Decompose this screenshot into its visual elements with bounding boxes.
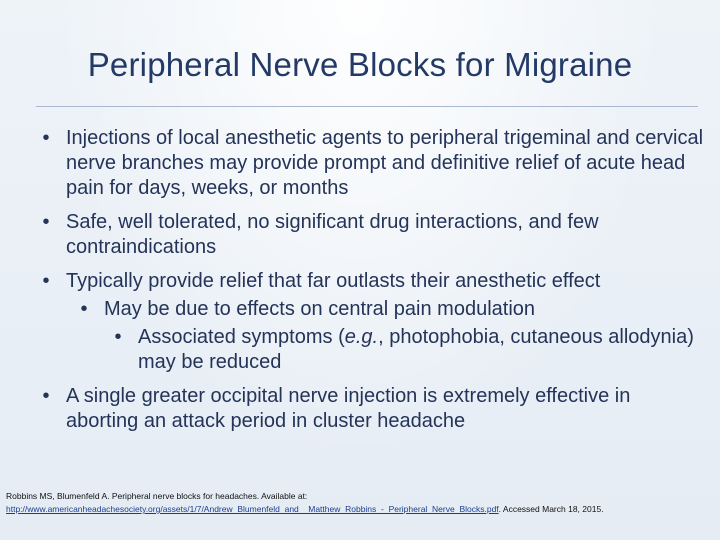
footnote — [6, 490, 706, 516]
slide-title: Peripheral Nerve Blocks for Migraine — [87, 46, 633, 83]
bullet-text-segment: Injections of local anesthetic agents to peripheral trigeminal and cervical nerve branches may provide prompt and definitive relief of acute head pain for days, weeks, or months — [66, 127, 704, 199]
bullet-item-level-1 — [24, 126, 704, 201]
bullet-text — [66, 126, 704, 201]
bullet-italic-text: e.g. — [344, 326, 379, 348]
bullet-text — [104, 297, 704, 322]
bullet-item-level-2 — [24, 297, 704, 322]
bullet-list — [24, 126, 704, 443]
bullet-text — [66, 210, 704, 260]
bullet-item-level-1 — [24, 384, 704, 434]
footnote-link[interactable]: http://www.americanheadachesociety.org/assets/1/7/Andrew_Blumenfeld_and__Matthew_Robbins_-_Peripheral_Nerve_Blocks.pdf — [6, 504, 499, 514]
bullet-text-segment: Associated symptoms ( — [138, 326, 345, 348]
bullet-text — [66, 384, 704, 434]
bullet-text-segment: Safe, well tolerated, no significant drug interactions, and few contraindications — [66, 211, 599, 258]
title-divider — [36, 106, 698, 107]
bullet-text — [138, 325, 704, 375]
bullet-marker: • — [114, 326, 122, 348]
bullet-item-level-3 — [24, 325, 704, 375]
bullet-text — [66, 269, 704, 294]
footnote-accessed: . Accessed March 18, 2015. — [498, 504, 604, 514]
bullet-marker: • — [42, 270, 50, 292]
bullet-text-segment: Typically provide relief that far outlasts their anesthetic effect — [66, 270, 601, 292]
bullet-text-segment: A single greater occipital nerve injection is extremely effective in aborting an attack period in cluster headache — [66, 385, 631, 432]
bullet-marker: • — [80, 298, 88, 320]
footnote-reference-line — [6, 503, 706, 516]
bullet-item-level-1 — [24, 210, 704, 260]
bullet-text-segment: May be due to effects on central pain modulation — [104, 298, 536, 320]
bullet-marker: • — [42, 127, 50, 149]
footnote-citation: Robbins MS, Blumenfeld A. Peripheral nerve blocks for headaches. Available at: — [6, 491, 308, 501]
bullet-text-segment: , photophobia, cutaneous allodynia) may be reduced — [138, 326, 694, 373]
bullet-marker: • — [42, 385, 50, 407]
bullet-marker: • — [42, 211, 50, 233]
bullet-item-level-1 — [24, 269, 704, 294]
